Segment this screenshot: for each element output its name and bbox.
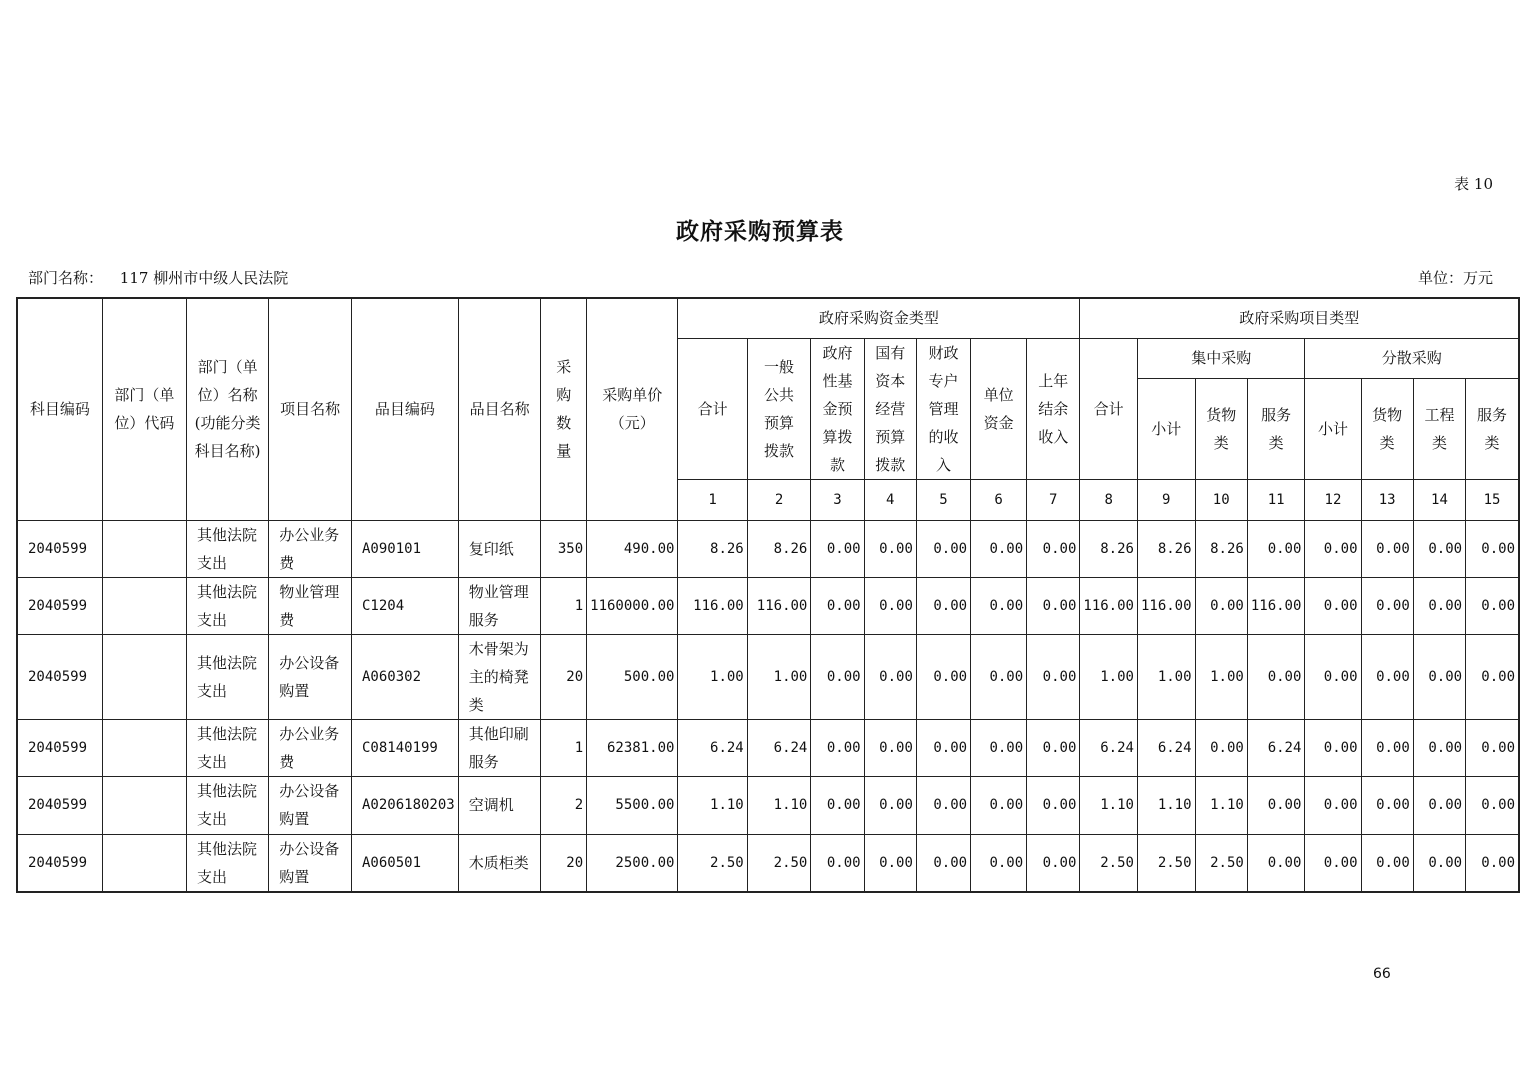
amount-cell: 1.10 bbox=[1080, 776, 1138, 834]
quantity-cell: 20 bbox=[541, 834, 587, 892]
header-centralized: 集中采购 bbox=[1137, 338, 1304, 378]
subject-code-cell: 2040599 bbox=[17, 520, 102, 577]
amount-cell: 0.00 bbox=[811, 634, 864, 719]
header-gov-fund: 政府性基金预算拨款 bbox=[811, 338, 864, 479]
amount-cell: 0.00 bbox=[1305, 719, 1361, 776]
amount-cell: 0.00 bbox=[916, 520, 970, 577]
page-number: 66 bbox=[1373, 966, 1391, 982]
header-dispersed-engineering: 工程类 bbox=[1413, 378, 1465, 479]
item-code-cell: A060501 bbox=[352, 834, 459, 892]
column-number: 8 bbox=[1080, 479, 1138, 520]
department-label: 部门名称： bbox=[28, 269, 104, 287]
amount-cell: 0.00 bbox=[971, 719, 1027, 776]
dept-name-cell: 其他法院支出 bbox=[186, 776, 268, 834]
amount-cell: 0.00 bbox=[1195, 577, 1247, 634]
dept-name-cell: 其他法院支出 bbox=[186, 634, 268, 719]
column-number: 5 bbox=[916, 479, 970, 520]
header-dispersed-subtotal: 小计 bbox=[1305, 378, 1361, 479]
table-row bbox=[17, 634, 1519, 719]
amount-cell: 0.00 bbox=[1305, 520, 1361, 577]
amount-cell: 8.26 bbox=[1195, 520, 1247, 577]
amount-cell: 116.00 bbox=[1137, 577, 1195, 634]
amount-cell: 0.00 bbox=[1027, 520, 1080, 577]
amount-cell: 0.00 bbox=[971, 834, 1027, 892]
amount-cell: 1.10 bbox=[678, 776, 747, 834]
amount-cell: 0.00 bbox=[1466, 577, 1519, 634]
dept-name-cell: 其他法院支出 bbox=[186, 719, 268, 776]
project-name-cell: 办公设备购置 bbox=[269, 634, 352, 719]
amount-cell: 0.00 bbox=[1195, 719, 1247, 776]
amount-cell: 0.00 bbox=[971, 776, 1027, 834]
subject-code-cell: 2040599 bbox=[17, 834, 102, 892]
amount-cell: 0.00 bbox=[811, 719, 864, 776]
amount-cell: 0.00 bbox=[811, 577, 864, 634]
amount-cell: 0.00 bbox=[916, 634, 970, 719]
amount-cell: 1.00 bbox=[1195, 634, 1247, 719]
amount-cell: 0.00 bbox=[1361, 776, 1413, 834]
column-number: 15 bbox=[1466, 479, 1519, 520]
amount-cell: 0.00 bbox=[971, 634, 1027, 719]
dept-code-cell bbox=[102, 520, 186, 577]
amount-cell: 1.10 bbox=[747, 776, 811, 834]
column-number: 6 bbox=[971, 479, 1027, 520]
header-project-type-group: 政府采购项目类型 bbox=[1080, 298, 1519, 338]
amount-cell: 1.00 bbox=[747, 634, 811, 719]
amount-cell: 0.00 bbox=[1466, 520, 1519, 577]
header-unit-price: 采购单价（元） bbox=[587, 298, 678, 520]
header-dispersed-goods: 货物类 bbox=[1361, 378, 1413, 479]
project-name-cell: 办公设备购置 bbox=[269, 776, 352, 834]
amount-cell: 0.00 bbox=[1027, 577, 1080, 634]
project-name-cell: 办公设备购置 bbox=[269, 834, 352, 892]
amount-cell: 0.00 bbox=[1413, 577, 1465, 634]
amount-cell: 0.00 bbox=[1305, 776, 1361, 834]
unit-label: 单位：万元 bbox=[1417, 269, 1493, 287]
amount-cell: 0.00 bbox=[1413, 634, 1465, 719]
column-number: 3 bbox=[811, 479, 864, 520]
header-centralized-goods: 货物类 bbox=[1195, 378, 1247, 479]
amount-cell: 0.00 bbox=[1247, 776, 1305, 834]
item-name-cell: 其他印刷服务 bbox=[458, 719, 541, 776]
amount-cell: 0.00 bbox=[864, 634, 916, 719]
table-number: 表 10 bbox=[1454, 175, 1493, 193]
amount-cell: 0.00 bbox=[1247, 634, 1305, 719]
amount-cell: 0.00 bbox=[864, 834, 916, 892]
unit-price-cell: 2500.00 bbox=[587, 834, 678, 892]
amount-cell: 0.00 bbox=[811, 520, 864, 577]
column-number: 1 bbox=[678, 479, 747, 520]
quantity-cell: 20 bbox=[541, 634, 587, 719]
amount-cell: 0.00 bbox=[1305, 834, 1361, 892]
quantity-cell: 1 bbox=[541, 577, 587, 634]
header-dept-name: 部门（单位）名称(功能分类科目名称) bbox=[186, 298, 268, 520]
project-name-cell: 物业管理费 bbox=[269, 577, 352, 634]
column-number: 11 bbox=[1247, 479, 1305, 520]
dept-name-cell: 其他法院支出 bbox=[186, 520, 268, 577]
dept-code-cell bbox=[102, 719, 186, 776]
amount-cell: 0.00 bbox=[1027, 719, 1080, 776]
amount-cell: 0.00 bbox=[1305, 634, 1361, 719]
column-number: 13 bbox=[1361, 479, 1413, 520]
header-project-total: 合计 bbox=[1080, 338, 1138, 479]
amount-cell: 2.50 bbox=[1195, 834, 1247, 892]
amount-cell: 116.00 bbox=[678, 577, 747, 634]
project-name-cell: 办公业务费 bbox=[269, 719, 352, 776]
header-special-account: 财政专户管理的收入 bbox=[916, 338, 970, 479]
column-number: 12 bbox=[1305, 479, 1361, 520]
table-row bbox=[17, 520, 1519, 577]
header-fund-total: 合计 bbox=[678, 338, 747, 479]
header-dispersed-services: 服务类 bbox=[1466, 378, 1519, 479]
amount-cell: 1.00 bbox=[1080, 634, 1138, 719]
header-state-capital: 国有资本经营预算拨款 bbox=[864, 338, 916, 479]
table-body bbox=[17, 520, 1519, 892]
quantity-cell: 350 bbox=[541, 520, 587, 577]
item-code-cell: C1204 bbox=[352, 577, 459, 634]
subject-code-cell: 2040599 bbox=[17, 577, 102, 634]
item-name-cell: 木质柜类 bbox=[458, 834, 541, 892]
dept-code-cell bbox=[102, 834, 186, 892]
unit-price-cell: 62381.00 bbox=[587, 719, 678, 776]
unit-price-cell: 500.00 bbox=[587, 634, 678, 719]
amount-cell: 0.00 bbox=[1466, 634, 1519, 719]
header-item-code: 品目编码 bbox=[352, 298, 459, 520]
amount-cell: 0.00 bbox=[864, 577, 916, 634]
column-number: 7 bbox=[1027, 479, 1080, 520]
amount-cell: 0.00 bbox=[1361, 577, 1413, 634]
header-carryover: 上年结余收入 bbox=[1027, 338, 1080, 479]
amount-cell: 116.00 bbox=[747, 577, 811, 634]
amount-cell: 0.00 bbox=[1466, 719, 1519, 776]
amount-cell: 2.50 bbox=[678, 834, 747, 892]
amount-cell: 0.00 bbox=[864, 719, 916, 776]
column-number: 4 bbox=[864, 479, 916, 520]
amount-cell: 6.24 bbox=[747, 719, 811, 776]
table-row bbox=[17, 834, 1519, 892]
amount-cell: 116.00 bbox=[1080, 577, 1138, 634]
column-number: 14 bbox=[1413, 479, 1465, 520]
amount-cell: 0.00 bbox=[916, 834, 970, 892]
quantity-cell: 2 bbox=[541, 776, 587, 834]
amount-cell: 0.00 bbox=[1361, 634, 1413, 719]
subject-code-cell: 2040599 bbox=[17, 634, 102, 719]
amount-cell: 0.00 bbox=[1413, 776, 1465, 834]
item-name-cell: 物业管理服务 bbox=[458, 577, 541, 634]
subject-code-cell: 2040599 bbox=[17, 776, 102, 834]
header-dept-code: 部门（单位）代码 bbox=[102, 298, 186, 520]
amount-cell: 0.00 bbox=[1247, 834, 1305, 892]
table-row bbox=[17, 577, 1519, 634]
amount-cell: 6.24 bbox=[1080, 719, 1138, 776]
amount-cell: 0.00 bbox=[1361, 520, 1413, 577]
procurement-budget-table bbox=[16, 297, 1520, 893]
amount-cell: 0.00 bbox=[916, 776, 970, 834]
amount-cell: 6.24 bbox=[1137, 719, 1195, 776]
dept-name-cell: 其他法院支出 bbox=[186, 834, 268, 892]
amount-cell: 0.00 bbox=[971, 520, 1027, 577]
amount-cell: 8.26 bbox=[1137, 520, 1195, 577]
header-project-name: 项目名称 bbox=[269, 298, 352, 520]
amount-cell: 1.00 bbox=[678, 634, 747, 719]
amount-cell: 2.50 bbox=[1080, 834, 1138, 892]
amount-cell: 8.26 bbox=[1080, 520, 1138, 577]
amount-cell: 0.00 bbox=[1027, 776, 1080, 834]
amount-cell: 2.50 bbox=[1137, 834, 1195, 892]
dept-code-cell bbox=[102, 634, 186, 719]
amount-cell: 6.24 bbox=[678, 719, 747, 776]
item-name-cell: 复印纸 bbox=[458, 520, 541, 577]
amount-cell: 1.00 bbox=[1137, 634, 1195, 719]
amount-cell: 0.00 bbox=[1466, 776, 1519, 834]
amount-cell: 0.00 bbox=[1413, 834, 1465, 892]
header-centralized-services: 服务类 bbox=[1247, 378, 1305, 479]
amount-cell: 0.00 bbox=[811, 834, 864, 892]
amount-cell: 0.00 bbox=[916, 577, 970, 634]
amount-cell: 2.50 bbox=[747, 834, 811, 892]
amount-cell: 0.00 bbox=[811, 776, 864, 834]
column-number: 2 bbox=[747, 479, 811, 520]
amount-cell: 0.00 bbox=[916, 719, 970, 776]
amount-cell: 1.10 bbox=[1195, 776, 1247, 834]
subject-code-cell: 2040599 bbox=[17, 719, 102, 776]
item-name-cell: 空调机 bbox=[458, 776, 541, 834]
item-name-cell: 木骨架为主的椅凳类 bbox=[458, 634, 541, 719]
item-code-cell: A0206180203 bbox=[352, 776, 459, 834]
header-dispersed: 分散采购 bbox=[1305, 338, 1519, 378]
amount-cell: 0.00 bbox=[1466, 834, 1519, 892]
amount-cell: 116.00 bbox=[1247, 577, 1305, 634]
dept-name-cell: 其他法院支出 bbox=[186, 577, 268, 634]
item-code-cell: C08140199 bbox=[352, 719, 459, 776]
amount-cell: 0.00 bbox=[1413, 719, 1465, 776]
amount-cell: 0.00 bbox=[1361, 834, 1413, 892]
department-name: 117 柳州市中级人民法院 bbox=[119, 269, 289, 287]
column-number: 9 bbox=[1137, 479, 1195, 520]
amount-cell: 0.00 bbox=[971, 577, 1027, 634]
amount-cell: 6.24 bbox=[1247, 719, 1305, 776]
table-row bbox=[17, 776, 1519, 834]
column-number: 10 bbox=[1195, 479, 1247, 520]
header-item-name: 品目名称 bbox=[458, 298, 541, 520]
amount-cell: 0.00 bbox=[1247, 520, 1305, 577]
amount-cell: 0.00 bbox=[1027, 634, 1080, 719]
header-fund-type-group: 政府采购资金类型 bbox=[678, 298, 1080, 338]
department-line bbox=[28, 267, 288, 288]
dept-code-cell bbox=[102, 577, 186, 634]
item-code-cell: A090101 bbox=[352, 520, 459, 577]
unit-price-cell: 490.00 bbox=[587, 520, 678, 577]
header-centralized-subtotal: 小计 bbox=[1137, 378, 1195, 479]
amount-cell: 0.00 bbox=[1413, 520, 1465, 577]
item-code-cell: A060302 bbox=[352, 634, 459, 719]
amount-cell: 0.00 bbox=[1361, 719, 1413, 776]
unit-price-cell: 5500.00 bbox=[587, 776, 678, 834]
amount-cell: 0.00 bbox=[864, 520, 916, 577]
dept-code-cell bbox=[102, 776, 186, 834]
amount-cell: 8.26 bbox=[747, 520, 811, 577]
amount-cell: 8.26 bbox=[678, 520, 747, 577]
table-row bbox=[17, 719, 1519, 776]
page-title: 政府采购预算表 bbox=[676, 218, 844, 245]
amount-cell: 1.10 bbox=[1137, 776, 1195, 834]
quantity-cell: 1 bbox=[541, 719, 587, 776]
amount-cell: 0.00 bbox=[1027, 834, 1080, 892]
header-unit-funds: 单位资金 bbox=[971, 338, 1027, 479]
header-subject-code: 科目编码 bbox=[17, 298, 102, 520]
header-general-budget: 一般公共预算拨款 bbox=[747, 338, 811, 479]
project-name-cell: 办公业务费 bbox=[269, 520, 352, 577]
amount-cell: 0.00 bbox=[864, 776, 916, 834]
header-quantity: 采购数量 bbox=[541, 298, 587, 520]
unit-price-cell: 1160000.00 bbox=[587, 577, 678, 634]
amount-cell: 0.00 bbox=[1305, 577, 1361, 634]
